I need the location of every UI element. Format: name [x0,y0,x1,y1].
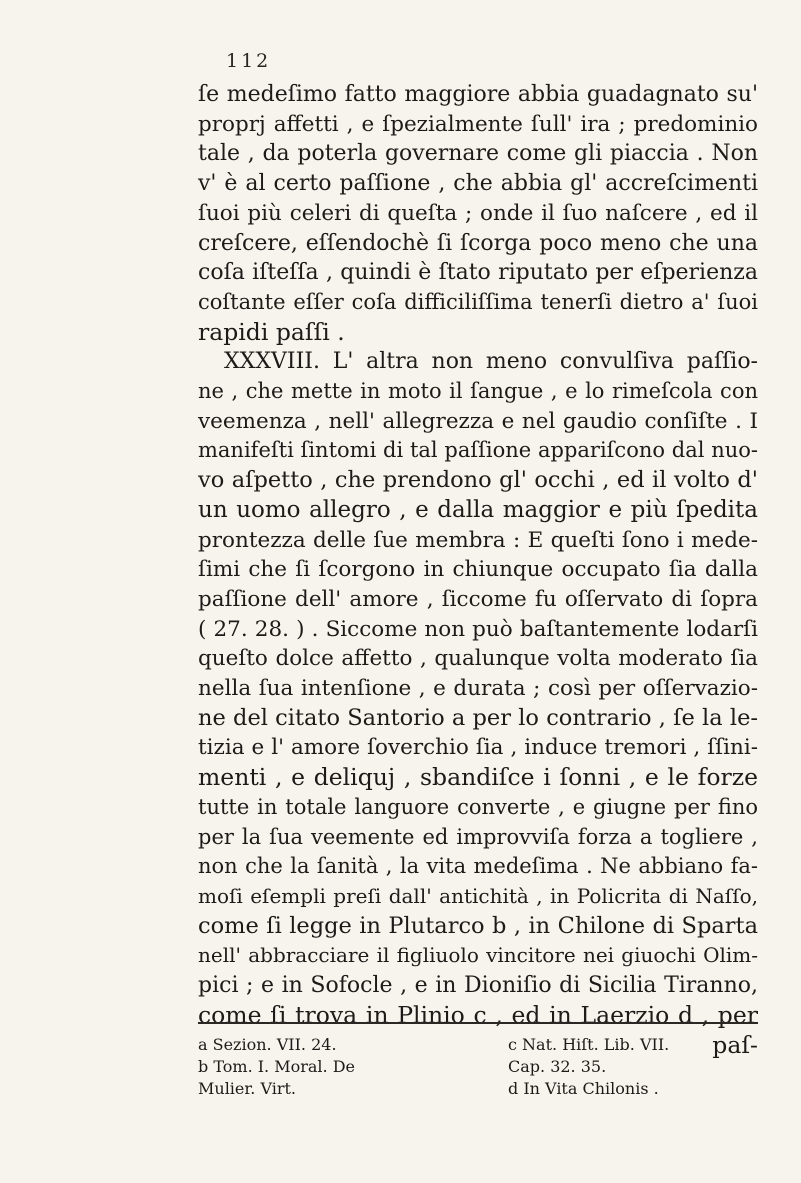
text-line: moſi eſempli preſi dall' antichità , in Policrita di Naſſo, [198,883,758,908]
footnote-line: b Tom. I. Moral. De [198,1057,356,1076]
footnote-line: c Nat. Hiſt. Lib. VII. [508,1035,670,1054]
body-text [198,80,758,1060]
text-line: ( 27. 28. ) . Siccome non può baſtantemente lodarſi [198,616,758,642]
footnote-line: a Sezion. VII. 24. [198,1035,337,1054]
text-line: paſſione dell' amore , ſiccome fu oſſervato di ſopra [198,586,758,612]
text-line: tale , da poterla governare come gli piaccia . Non [198,141,758,167]
footnotes-left-column [198,1034,355,1100]
text-line: non che la ſanità , la vita medeſima . Ne abbiano fa- [198,854,758,879]
text-line: prontezza delle ſue membra : E queſti ſono i mede- [198,527,758,553]
text-line: proprj affetti , e ſpezialmente ſull' ira ; predominio [198,111,758,137]
footnote-line: d In Vita Chilonis . [508,1079,659,1098]
text-line: nella ſua intenſione , e durata ; così per oſſervazio- [198,676,758,702]
text-line: ſuoi più celeri di queſta ; onde il ſuo naſcere , ed il [198,200,758,226]
text-line: v' è al certo paſſione , che abbia gl' accreſcimenti [198,171,758,197]
text-line: veemenza , nell' allegrezza e nel gaudio conſiſte . I [198,408,758,434]
text-line: nell' abbracciare il figliuolo vincitore nei giuochi Olim- [198,943,758,968]
footnote-divider [198,1022,758,1024]
text-line: coſa iſteſſa , quindi è ſtato riputato per eſperienza [198,260,758,286]
text-line: tizia e l' amore ſoverchio ſia , induce tremori , ſſini- [198,735,758,761]
text-line: queſto dolce affetto , qualunque volta moderato ſia [198,646,758,672]
text-line: un uomo allegro , e dalla maggior e più ſpedita [198,496,758,523]
text-line: ſe medeſimo fatto maggiore abbia guadagnato su' [198,82,758,107]
text-line: come ſi legge in Plutarco b , in Chilone di Sparta [198,912,758,939]
footnotes-right-column [508,1034,669,1100]
text-line: coſtante eſſer coſa difficiliſſima tenerſi dietro a' ſuoi [198,289,758,314]
catchword: paſ- [712,1030,758,1059]
text-line: ne , che mette in moto il ſangue , e lo rimeſcola con [198,379,758,404]
text-line: ſimi che ſi ſcorgono in chiunque occupato ſia dalla [198,557,758,583]
footnote-line: Cap. 32. 35. [508,1057,607,1076]
text-line: menti , e deliquj , sbandiſce i ſonni , e le forze [198,763,758,792]
text-line: manifeſti ſintomi di tal paſſione appariſcono dal nuo- [198,438,758,463]
footnote-line: Mulier. Virt. [198,1079,297,1098]
text-line: come ſi trova in Plinio c , ed in Laerzio d , per [198,1000,758,1029]
text-line: per la ſua veemente ed improvviſa forza a togliere , [198,824,758,849]
section-heading-line: XXXVIII. L' altra non meno convulſiva paſſio- [224,349,758,375]
text-line: vo aſpetto , che prendono gl' occhi , ed il volto d' [198,467,758,494]
page-number: 112 [226,50,272,72]
text-line: ne del citato Santorio a per lo contrario , ſe la le- [198,704,758,731]
text-line: creſcere, eſſendochè ſi ſcorga poco meno che una [198,230,758,256]
text-line: pici ; e in Sofocle , e in Dioniſio di Sicilia Tiranno, [198,973,758,999]
text-line: rapidi paſſi . [198,317,345,346]
text-line: tutte in totale languore converte , e giugne per fino [198,794,758,819]
